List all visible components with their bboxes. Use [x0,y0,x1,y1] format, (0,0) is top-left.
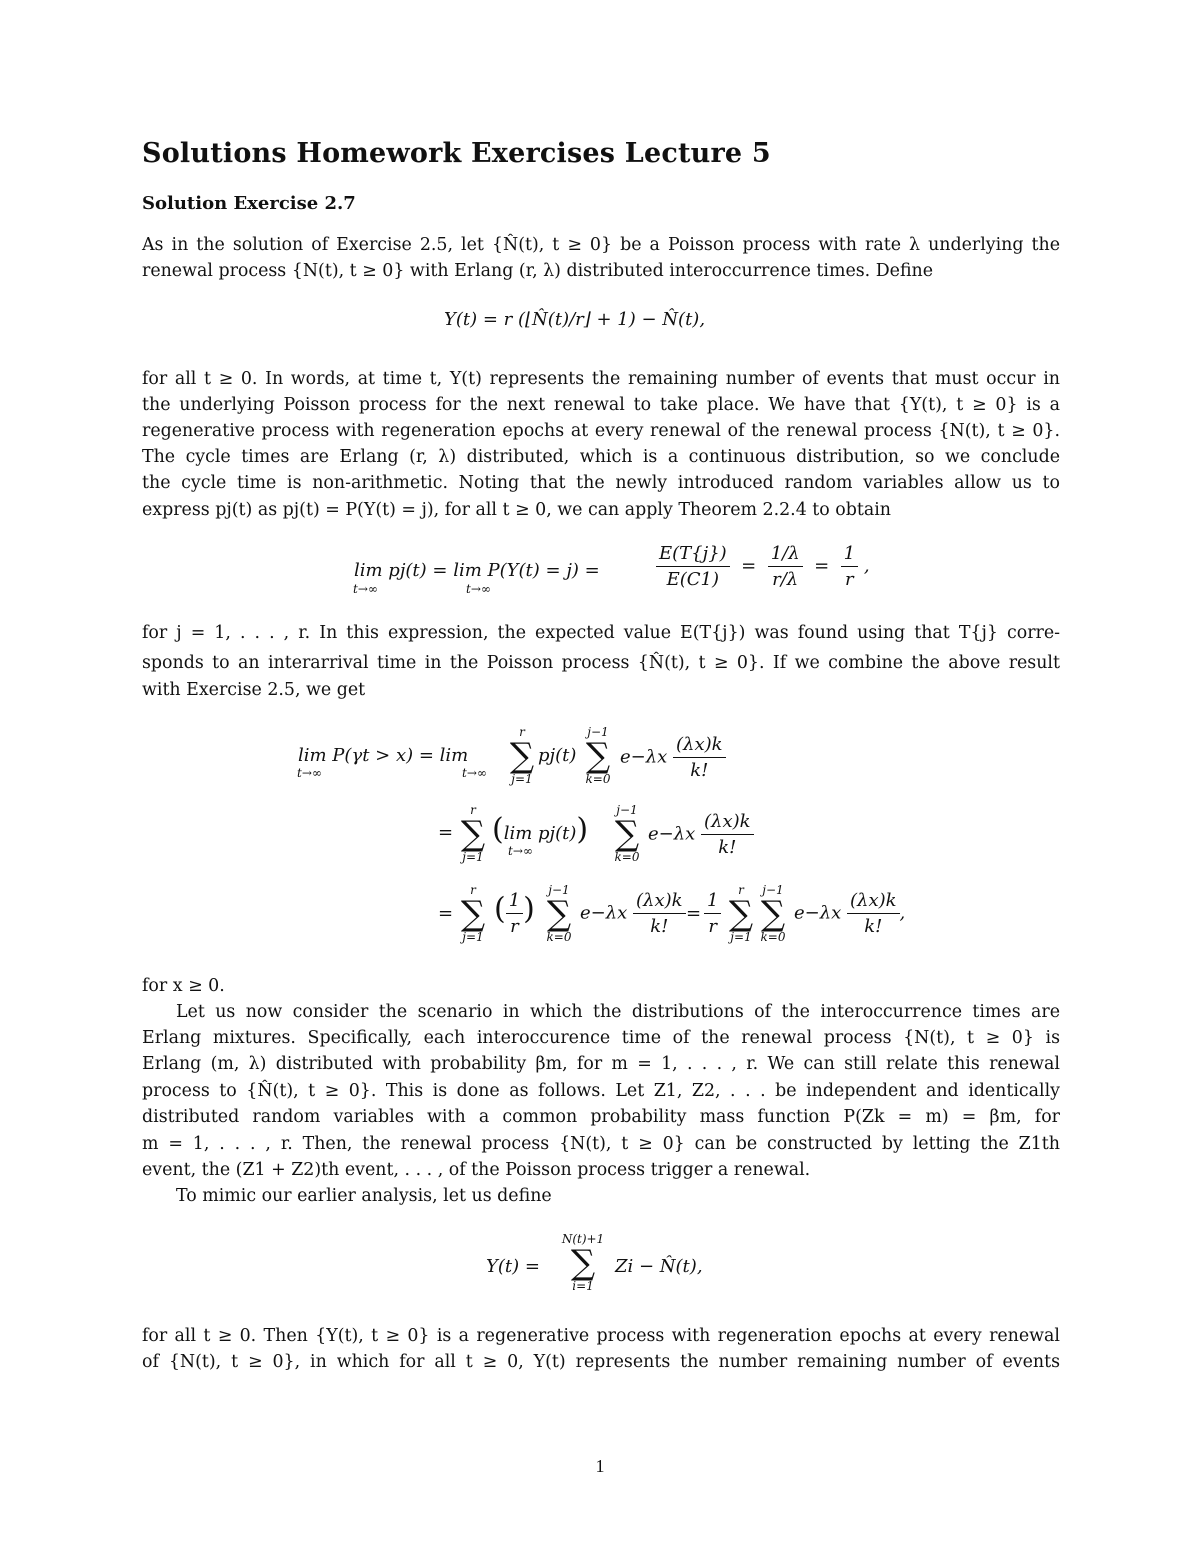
equals-sign: = [438,903,454,924]
sum-upper: r [470,883,476,897]
page-number: 1 [595,1456,605,1476]
fraction-numerator: 1/λ [768,543,803,567]
sum-lower: k=0 [614,850,640,864]
text-line: Erlang mixtures. Specifically, each interoccurence time of the renewal process {N(t), t ≥ 0} is [142,1028,1060,1048]
limit-subscript: t→∞ [462,766,487,780]
limit-term: lim pj(t) [503,823,577,844]
summation-j: r ∑ j=1 [505,726,539,786]
summation-k: j−1 ∑ k=0 [756,884,790,944]
text-line: the cycle time is non-arithmetic. Noting that the newly introduced random variables allow us to [142,473,1060,493]
sum-upper: j−1 [616,803,638,817]
fraction-denominator: E(C1) [666,569,720,590]
equation-rhs: Zi − N̂(t), [615,1256,703,1277]
equation-lhs: lim P(γt > x) = lim [298,745,469,766]
fraction-numerator: (λx)k [673,734,726,758]
sum-upper: j−1 [762,883,784,897]
text-line: with Exercise 2.5, we get [142,680,366,700]
text-line: the underlying Poisson process for the next renewal to take place. We have that {Y(t), t ≥ 0} is a [142,395,1060,415]
summation-j: r ∑ j=1 [724,884,758,944]
text-line: renewal process {N(t), t ≥ 0} with Erlang (r, λ) distributed interoccurrence times. Define [142,261,934,281]
page-title: Solutions Homework Exercises Lecture 5 [142,138,771,169]
equation-lhs: Y(t) = [486,1256,540,1277]
fraction-numerator: 1 [506,890,523,914]
equation-term: ( $\frac{1}{r}$ ) [494,890,535,937]
sum-lower: j=1 [730,930,752,944]
text-line: event, the (Z1 + Z2)th event, . . . , of the Poisson process trigger a renewal. [142,1160,811,1180]
exp-term: e−λx [794,902,842,924]
text-line: Erlang (m, λ) distributed with probability βm, for m = 1, . . . , r. We can still relate this renewal [142,1054,1060,1074]
sum-lower: i=1 [572,1279,594,1293]
text-line: To mimic our earlier analysis, let us define [176,1186,552,1206]
equation-term [704,890,721,937]
fraction-denominator: k! [650,916,669,937]
fraction-denominator: k! [864,916,883,937]
equals-sign: = [438,822,454,843]
limit-subscript: t→∞ [297,766,322,780]
equation-term: (lim pj(t)) [492,812,589,847]
fraction-numerator: (λx)k [633,890,686,914]
fraction-numerator: (λx)k [847,890,900,914]
text-line: sponds to an interarrival time in the Poisson process {N̂(t), t ≥ 0}. If we combine the above result [142,653,1060,673]
text-line: of {N(t), t ≥ 0}, in which for all t ≥ 0, Y(t) represents the number remaining number of events [142,1352,1060,1372]
equation-lhs: lim pj(t) = lim P(Y(t) = j) = [354,560,600,581]
summation-i: N(t)+1 ∑ i=1 [552,1233,614,1293]
fraction-expected: $\frac{E(T\{j\})}{E(C1)}$ = $\frac{1/\lambda}{r/\lambda}$ = $\frac{1}{r}$ , [656,543,870,590]
sum-lower: k=0 [760,930,786,944]
fraction-denominator: r [510,916,519,937]
section-heading: Solution Exercise 2.7 [142,193,356,214]
summation-k: j−1 ∑ k=0 [542,884,576,944]
fraction-denominator: r [708,916,718,937]
equation-term [580,890,686,937]
summation-k: j−1 ∑ k=0 [581,726,615,786]
text-line: distributed random variables with a common probability mass function P(Zk = m) = βm, for [142,1107,1060,1127]
text-line: Let us now consider the scenario in which the distributions of the interoccurrence times are [176,1002,1060,1022]
sum-upper: r [738,883,744,897]
sum-lower: j=1 [511,772,533,786]
equation-term [794,890,905,937]
text-line: for all t ≥ 0. Then {Y(t), t ≥ 0} is a regenerative process with regeneration epochs at every renewal [142,1326,1060,1346]
equation-comma: , [863,555,870,577]
sum-lower: j=1 [462,930,484,944]
equation-term [648,811,754,858]
equation-y-definition: Y(t) = r (⌊N̂(t)/r⌋ + 1) − N̂(t), [444,309,706,330]
summation-j: r ∑ j=1 [456,804,490,864]
text-line: express pj(t) as pj(t) = P(Y(t) = j), for all t ≥ 0, we can apply Theorem 2.2.4 to obtain [142,500,892,520]
text-line: regenerative process with regeneration epochs at every renewal of the renewal process {N(t), t ≥ 0}. [142,421,1060,441]
sum-upper: j−1 [548,883,570,897]
sum-upper: j−1 [587,725,609,739]
fraction-numerator: 1 [841,543,858,567]
limit-subscript: t→∞ [353,582,378,596]
fraction-denominator: r/λ [772,569,799,590]
exp-term: e−λx [620,746,668,768]
equation-term [620,734,726,781]
fraction-numerator: (λx)k [701,811,754,835]
sum-lower: k=0 [546,930,572,944]
fraction-denominator: k! [718,837,737,858]
exp-term: e−λx [580,902,628,924]
summation-k: j−1 ∑ k=0 [610,804,644,864]
limit-subscript: t→∞ [508,844,533,858]
limit-subscript: t→∞ [466,582,491,596]
fraction-numerator: E(T{j}) [656,543,730,567]
sum-upper: r [470,803,476,817]
text-line: m = 1, . . . , r. Then, the renewal process {N(t), t ≥ 0} can be constructed by letting the Z1th [142,1134,1060,1154]
sum-lower: k=0 [585,772,611,786]
text-line: for x ≥ 0. [142,976,225,996]
equation-term: pj(t) [538,745,577,766]
text-line: for all t ≥ 0. In words, at time t, Y(t) represents the remaining number of events that must occur in [142,369,1060,389]
text-line: As in the solution of Exercise 2.5, let {N̂(t), t ≥ 0} be a Poisson process with rate λ underlying the [142,235,1060,255]
summation-j: r ∑ j=1 [456,884,490,944]
equation-comma: , [899,902,906,924]
text-line: process to {N̂(t), t ≥ 0}. This is done as follows. Let Z1, Z2, . . . be independent and identically [142,1081,1060,1101]
sum-upper: r [519,725,525,739]
fraction-numerator: 1 [704,890,721,914]
sum-upper: N(t)+1 [561,1232,605,1246]
sum-lower: j=1 [462,850,484,864]
text-line: The cycle times are Erlang (r, λ) distributed, which is a continuous distribution, so we conclude [142,447,1060,467]
exp-term: e−λx [648,823,696,845]
text-line: for j = 1, . . . , r. In this expression, the expected value E(T{j}) was found using that T{j} corre- [142,623,1060,643]
fraction-denominator: k! [690,760,709,781]
equals-sign: = [686,903,702,924]
fraction-denominator: r [845,569,854,590]
